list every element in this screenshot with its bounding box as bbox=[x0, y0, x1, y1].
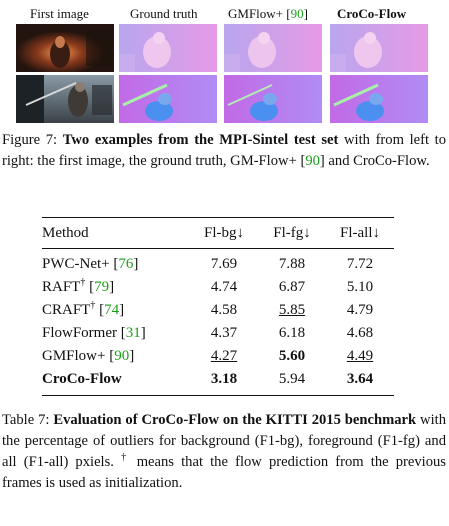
method-cite-open: [ bbox=[85, 279, 95, 295]
method-cite[interactable]: 74 bbox=[104, 302, 120, 318]
table-row bbox=[42, 299, 394, 322]
method-name: PWC-Net+ [ bbox=[42, 256, 119, 272]
method-cite-close: ] bbox=[119, 302, 125, 318]
fl-fg-cell bbox=[258, 299, 326, 322]
thumb-croco-flow-1 bbox=[330, 24, 428, 72]
dagger-mark: † bbox=[90, 300, 96, 311]
header-gmflow-close: ] bbox=[303, 6, 308, 21]
fl-bg-cell: 3.18 bbox=[190, 368, 258, 396]
fl-bg-cell: 4.74 bbox=[210, 279, 238, 295]
fl-all-cell: 4.68 bbox=[346, 325, 374, 341]
method-cite[interactable]: 79 bbox=[94, 279, 110, 295]
method-cell bbox=[42, 345, 190, 368]
fl-bg-cell bbox=[190, 345, 258, 368]
header-gmflow-cite[interactable]: 90 bbox=[290, 6, 304, 21]
header-gmflow bbox=[228, 6, 308, 22]
col-method: Method bbox=[42, 218, 190, 249]
method-cell: CroCo-Flow bbox=[42, 368, 190, 396]
figure-caption-cite[interactable]: 90 bbox=[305, 153, 320, 169]
fl-all-cell: 4.79 bbox=[346, 302, 374, 318]
thumb-first-image-2 bbox=[16, 75, 114, 123]
thumb-ground-truth-2 bbox=[119, 75, 217, 123]
header-first-image: First image bbox=[30, 6, 89, 21]
method-cell bbox=[42, 276, 190, 299]
figure-caption-text-2: ] and CroCo-Flow. bbox=[319, 153, 430, 169]
table-row bbox=[42, 249, 394, 277]
method-name: RAFT bbox=[42, 279, 81, 295]
method-cite-close: ] bbox=[129, 348, 135, 364]
fl-bg-cell: 4.58 bbox=[210, 302, 238, 318]
table-caption-text-1: with the percentage of outliers for background (F1-bg), foreground (F1-fg) and all (F1-all) pxiels. bbox=[2, 412, 446, 470]
fl-all-cell: 7.72 bbox=[346, 256, 374, 272]
figure-caption-bold: Two examples from the MPI-Sintel test set bbox=[62, 132, 339, 148]
fl-fg-cell: 6.87 bbox=[278, 279, 306, 295]
table-caption-label: Table 7: bbox=[2, 412, 50, 428]
dagger-mark: † bbox=[121, 452, 130, 464]
figure-caption-label: Figure 7: bbox=[2, 132, 58, 148]
method-cite[interactable]: 31 bbox=[125, 325, 141, 341]
figure-caption-text-1: with from left to right: the first image, the ground truth, GM-Flow+ [ bbox=[2, 132, 447, 169]
header-croco-flow: CroCo-Flow bbox=[337, 6, 407, 21]
thumb-croco-flow-2 bbox=[330, 75, 428, 123]
method-name: GMFlow+ [ bbox=[42, 348, 115, 364]
second-best-value: 4.27 bbox=[210, 348, 238, 364]
table-caption bbox=[2, 410, 446, 494]
method-cite-close: ] bbox=[109, 279, 115, 295]
method-cite-close: ] bbox=[133, 256, 139, 272]
col-fl-fg: Fl-fg↓ bbox=[258, 218, 326, 249]
second-best-value: 4.49 bbox=[346, 348, 374, 364]
thumb-gmflow-2 bbox=[224, 75, 322, 123]
method-name: CRAFT bbox=[42, 302, 91, 318]
method-cite-open: [ bbox=[95, 302, 105, 318]
header-gmflow-name: GMFlow+ [ bbox=[228, 6, 291, 21]
method-cell bbox=[42, 322, 190, 345]
table-row bbox=[42, 322, 394, 345]
table-caption-text-2: means that the flow prediction from the previous frames is used as initialization. bbox=[2, 454, 446, 491]
table-header-row bbox=[42, 218, 394, 249]
dagger-mark: † bbox=[80, 277, 86, 288]
table-row bbox=[42, 368, 394, 396]
results-table bbox=[42, 217, 394, 396]
fl-all-cell bbox=[326, 345, 394, 368]
fl-fg-cell: 5.60 bbox=[278, 348, 306, 364]
method-cite[interactable]: 76 bbox=[118, 256, 134, 272]
table-caption-bold: Evaluation of CroCo-Flow on the KITTI 2015 benchmark bbox=[53, 412, 417, 428]
thumb-first-image-1 bbox=[16, 24, 114, 72]
method-cite-close: ] bbox=[140, 325, 146, 341]
fl-all-cell: 5.10 bbox=[346, 279, 374, 295]
thumb-ground-truth-1 bbox=[119, 24, 217, 72]
fl-fg-cell: 5.94 bbox=[258, 368, 326, 396]
col-fl-all: Fl-all↓ bbox=[326, 218, 394, 249]
method-cell bbox=[42, 249, 190, 277]
col-fl-bg: Fl-bg↓ bbox=[190, 218, 258, 249]
thumb-gmflow-1 bbox=[224, 24, 322, 72]
fl-all-cell: 3.64 bbox=[326, 368, 394, 396]
figure-caption bbox=[2, 130, 446, 172]
header-ground-truth: Ground truth bbox=[130, 6, 198, 21]
fl-bg-cell: 4.37 bbox=[210, 325, 238, 341]
table-row bbox=[42, 345, 394, 368]
fl-bg-cell: 7.69 bbox=[210, 256, 238, 272]
fl-fg-cell: 6.18 bbox=[278, 325, 306, 341]
fl-fg-cell: 7.88 bbox=[278, 256, 306, 272]
method-name: FlowFormer [ bbox=[42, 325, 126, 341]
second-best-value: 5.85 bbox=[278, 302, 306, 318]
method-cite[interactable]: 90 bbox=[114, 348, 130, 364]
table-row bbox=[42, 276, 394, 299]
method-cell bbox=[42, 299, 190, 322]
